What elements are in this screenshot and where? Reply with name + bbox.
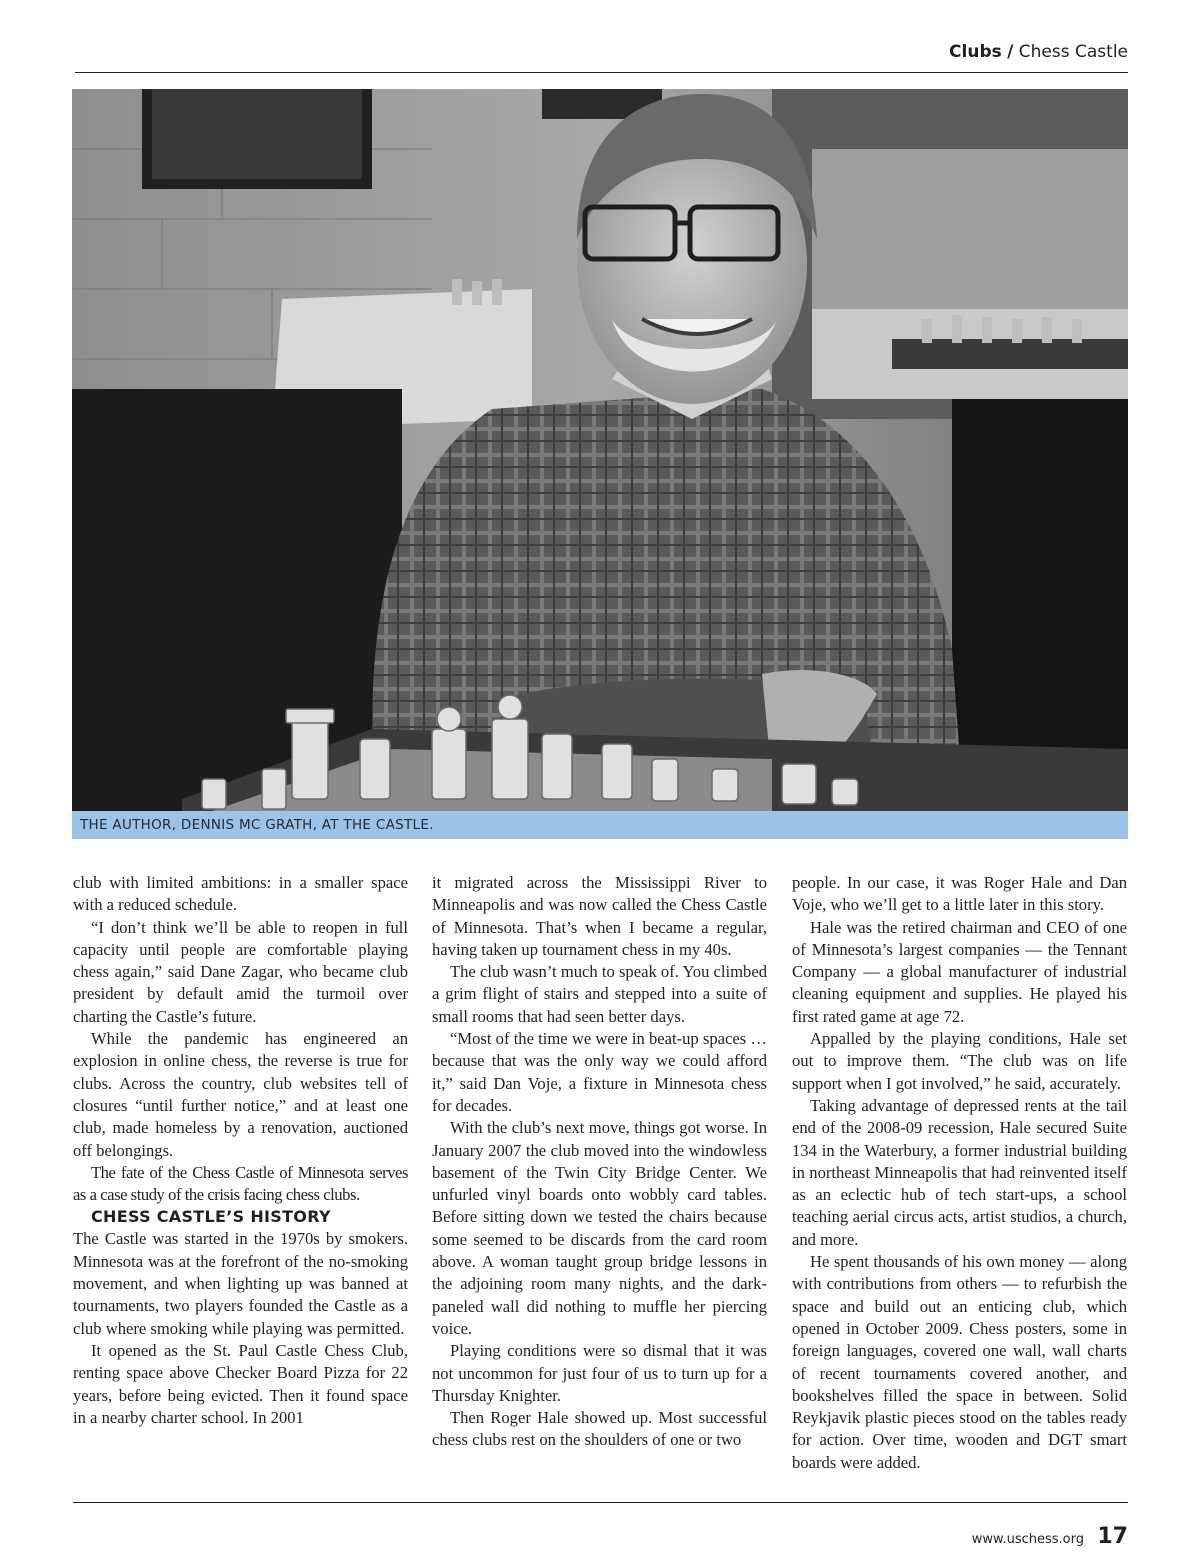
paragraph: While the pandemic has engineered an explosion in online chess, the reverse is true for clubs. Across the country, club websites tell of closures “until further notice,” and at least one club, made homeless by a renovation, auctioned off belongings.	[73, 1029, 408, 1160]
section-heading: CHESS CASTLE’S HISTORY	[91, 1207, 331, 1227]
paragraph: people. In our case, it was Roger Hale and Dan Voje, who we’ll get to a little later in this story.	[792, 873, 1127, 915]
paragraph: Playing conditions were so dismal that it was not uncommon for just four of us to turn up for a Thursday Knighter.	[432, 1341, 767, 1405]
paragraph: “Most of the time we were in beat-up spaces … because that was the only way we could afford it,” said Dan Voje, a fixture in Minnesota chess for decades.	[432, 1029, 767, 1115]
header-subsection: Chess Castle	[1018, 42, 1128, 62]
footer-url[interactable]: www.uschess.org	[971, 1532, 1084, 1547]
text-column-3	[792, 872, 1127, 1474]
header-section: Clubs	[949, 42, 1002, 62]
paragraph: He spent thousands of his own money — along with contributions from others — to refurbish the space and build out an enticing club, which opened in October 2009. Chess posters, some in foreign languages, covered one wall, wall charts of recent tournaments covered another, and bookshelves filled the space in between. Solid Reykjavik plastic pieces stood on the tables ready for action. Over time, wooden and DGT smart boards were added.	[792, 1252, 1127, 1472]
footer-divider	[73, 1502, 1128, 1503]
running-header	[75, 42, 1128, 73]
paragraph: It opened as the St. Paul Castle Chess Club, renting space above Checker Board Pizza for 22 years, before being evicted. Then it found space in a nearby charter school. In 2001	[73, 1340, 408, 1427]
paragraph: Then Roger Hale showed up. Most successful chess clubs rest on the shoulders of one or two	[432, 1408, 767, 1450]
paragraph: The Castle was started in the 1970s by smokers. Minnesota was at the forefront of the no-smoking movement, and when lighting up was banned at tournaments, two players founded the Castle as a club where smoking while playing was permitted.	[73, 1229, 408, 1338]
paragraph: it migrated across the Mississippi River to Minneapolis and was now called the Chess Castle of Minnesota. That’s when I became a regular, having taken up tournament chess in my 40s.	[432, 873, 767, 959]
paragraph: With the club’s next move, things got worse. In January 2007 the club moved into the windowless basement of the Twin City Bridge Center. We unfurled vinyl boards onto wobbly card tables. Before sitting down we tested the chairs because some seemed to be discards from the card room above. A woman taught group bridge lessons in the adjoining room many nights, and the dark-paneled wall did nothing to muffle her piercing voice.	[432, 1118, 767, 1338]
paragraph: Hale was the retired chairman and CEO of one of Minnesota’s largest companies — the Tennant Company — a global manufacturer of industrial cleaning equipment and supplies. He played his first rated game at age 72.	[792, 917, 1127, 1026]
header-separator: /	[1007, 42, 1014, 62]
paragraph: The fate of the Chess Castle of Minnesota serves as a case study of the crisis facing chess clubs.	[73, 1162, 408, 1205]
paragraph: Taking advantage of depressed rents at the tail end of the 2008-09 recession, Hale secured Suite 134 in the Waterbury, a former industrial building in northeast Minneapolis that had reinvented itself as an eclectic hub of tech start-ups, a school teaching aerial circus acts, artist studios, a church, and more.	[792, 1095, 1127, 1249]
page-number: 17	[1097, 1524, 1128, 1549]
paragraph: The club wasn’t much to speak of. You climbed a grim flight of stairs and stepped into a suite of small rooms that had seen better days.	[432, 962, 767, 1026]
text-column-1	[73, 872, 408, 1429]
paragraph: Appalled by the playing conditions, Hale set out to improve them. “The club was on life support when I got involved,” he said, accurately.	[792, 1029, 1127, 1093]
text-column-2	[432, 872, 767, 1452]
paragraph: “I don’t think we’ll be able to reopen in full capacity until people are comfortable playing chess again,” said Dane Zagar, who became club president by default amid the turmoil over charting the Castle’s future.	[73, 917, 408, 1026]
author-photo	[72, 89, 1128, 811]
photo-caption: THE AUTHOR, DENNIS MC GRATH, AT THE CASTLE.	[72, 811, 1128, 839]
paragraph: club with limited ambitions: in a smaller space with a reduced schedule.	[73, 873, 408, 915]
